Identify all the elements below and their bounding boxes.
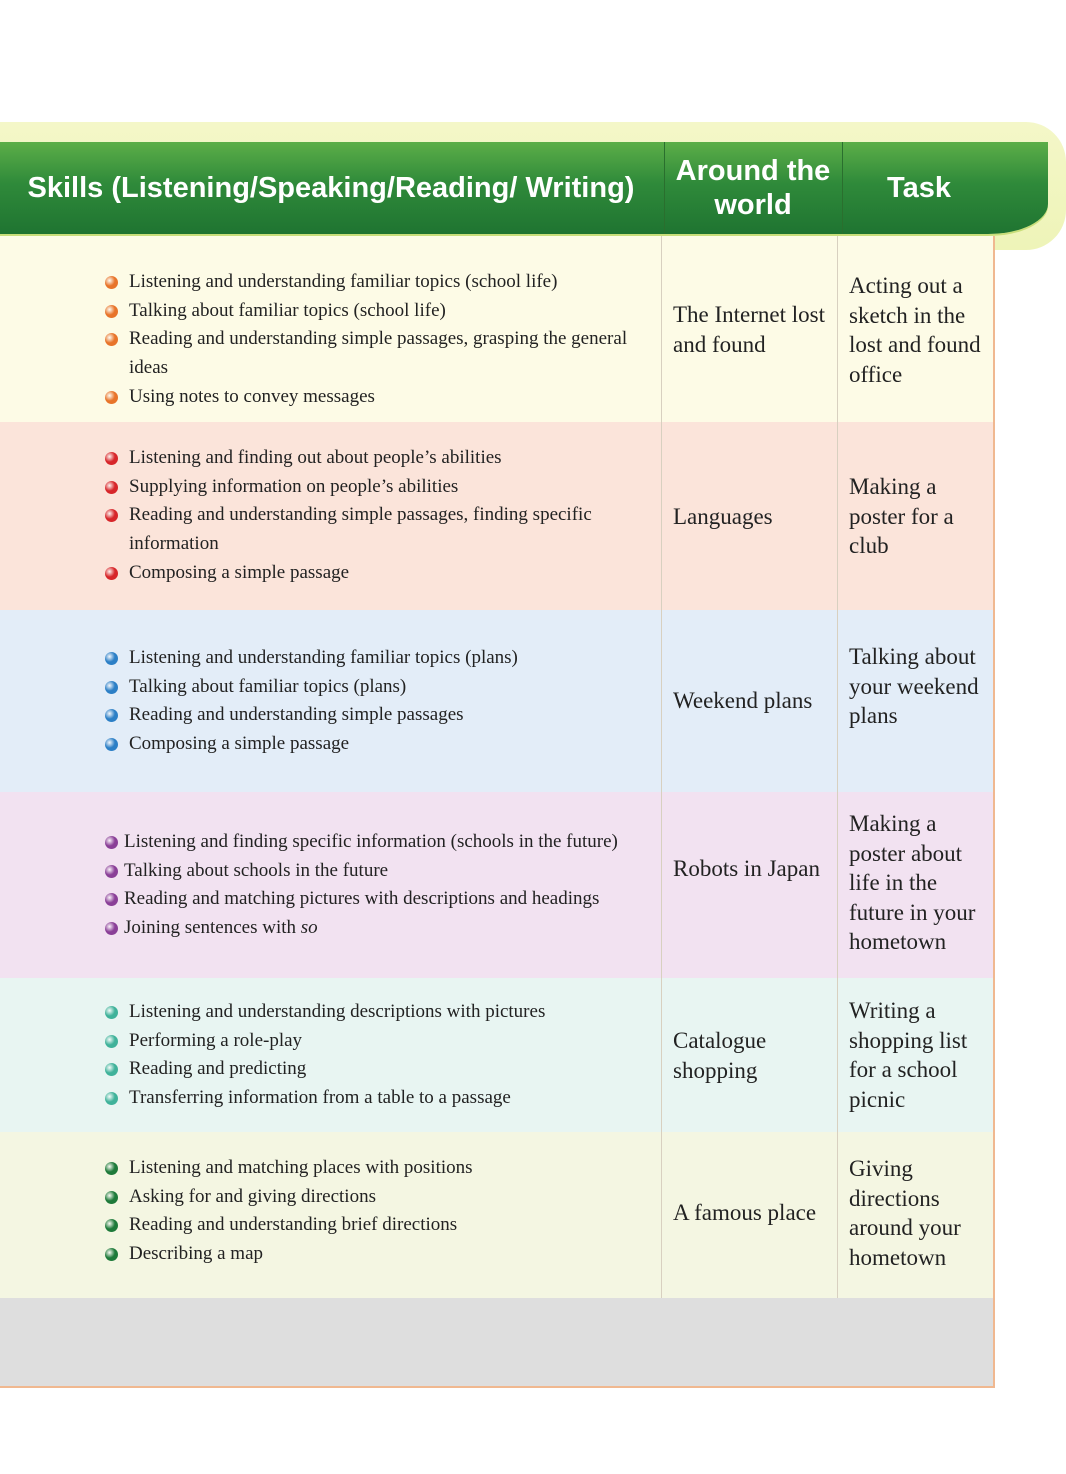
- table-row: [0, 792, 993, 978]
- list-item: Composing a simple passage: [104, 559, 653, 588]
- header-around-the-world: Around the world: [664, 142, 841, 234]
- task-text: Talking about your weekend plans: [849, 644, 979, 728]
- header-task: Task: [842, 142, 995, 234]
- list-item: Reading and understanding brief directions: [104, 1211, 653, 1240]
- bullet-icon: [105, 709, 118, 722]
- bullet-icon: [105, 893, 118, 906]
- task-text: Making a poster about life in the future in your hometown: [849, 811, 976, 954]
- list-item: Joining sentences with so: [104, 914, 653, 943]
- bullet-icon: [105, 452, 118, 465]
- bullet-icon: [105, 1092, 118, 1105]
- bullet-icon: [105, 922, 118, 935]
- around-the-world-cell: [662, 422, 838, 610]
- bullet-icon: [105, 481, 118, 494]
- task-cell: [838, 978, 993, 1132]
- list-item: Listening and matching places with positions: [104, 1154, 653, 1183]
- table-row: [0, 1132, 993, 1298]
- task-text: Acting out a sketch in the lost and found office: [849, 273, 981, 387]
- skills-cell: [0, 610, 662, 792]
- task-text: Making a poster for a club: [849, 474, 954, 558]
- table-row: [0, 610, 993, 792]
- bullet-icon: [105, 1035, 118, 1048]
- task-cell: [838, 236, 993, 422]
- list-item: Reading and matching pictures with descriptions and headings: [104, 885, 653, 914]
- bullet-icon: [105, 1219, 118, 1232]
- list-item: Supplying information on people’s abilities: [104, 473, 653, 502]
- bullet-icon: [105, 1191, 118, 1204]
- bullet-icon: [105, 391, 118, 404]
- table-row: [0, 236, 993, 422]
- bullet-icon: [105, 276, 118, 289]
- list-item: Using notes to convey messages: [104, 383, 653, 412]
- bullet-icon: [105, 681, 118, 694]
- around-the-world-text: Catalogue shopping: [673, 1028, 767, 1083]
- header-skills: Skills (Listening/Speaking/Reading/ Writing): [27, 172, 635, 204]
- list-item: Composing a simple passage: [104, 730, 653, 759]
- bullet-icon: [105, 305, 118, 318]
- task-text: Giving directions around your hometown: [849, 1156, 961, 1270]
- around-the-world-text: Weekend plans: [673, 688, 813, 713]
- bullet-icon: [105, 738, 118, 751]
- skills-cell: [0, 792, 662, 978]
- list-item: Asking for and giving directions: [104, 1183, 653, 1212]
- task-cell: [838, 610, 993, 792]
- list-item: Reading and understanding simple passages, grasping the general ideas: [104, 325, 653, 382]
- bullet-icon: [105, 1006, 118, 1019]
- bullet-icon: [105, 567, 118, 580]
- list-item: Listening and finding specific information (schools in the future): [104, 828, 653, 857]
- list-item: Describing a map: [104, 1240, 653, 1269]
- syllabus-table: [0, 236, 995, 1388]
- list-item: Transferring information from a table to a passage: [104, 1084, 653, 1113]
- list-item: Talking about familiar topics (school life): [104, 297, 653, 326]
- list-item: Talking about schools in the future: [104, 857, 653, 886]
- skills-cell: [0, 1132, 662, 1298]
- bullet-icon: [105, 836, 118, 849]
- bullet-icon: [105, 333, 118, 346]
- table-header: [0, 142, 1048, 234]
- bullet-icon: [105, 865, 118, 878]
- list-item: Reading and predicting: [104, 1055, 653, 1084]
- list-item: Reading and understanding simple passages, finding specific information: [104, 501, 653, 558]
- around-the-world-cell: [662, 1132, 838, 1298]
- bullet-icon: [105, 509, 118, 522]
- around-the-world-text: Robots in Japan: [673, 856, 820, 881]
- around-the-world-text: A famous place: [673, 1200, 817, 1225]
- skills-cell: [0, 236, 662, 422]
- around-the-world-cell: [662, 978, 838, 1132]
- list-item: Performing a role-play: [104, 1027, 653, 1056]
- task-cell: [838, 422, 993, 610]
- around-the-world-text: Languages: [673, 504, 773, 529]
- bullet-icon: [105, 1063, 118, 1076]
- bullet-icon: [105, 652, 118, 665]
- skills-cell: [0, 978, 662, 1132]
- table-row: [0, 978, 993, 1132]
- around-the-world-cell: [662, 236, 838, 422]
- table-row: [0, 422, 993, 610]
- list-item: Listening and understanding familiar topics (school life): [104, 268, 653, 297]
- bullet-icon: [105, 1248, 118, 1261]
- task-cell: [838, 792, 993, 978]
- around-the-world-text: The Internet lost and found: [673, 302, 826, 357]
- around-the-world-cell: [662, 792, 838, 978]
- list-item: Talking about familiar topics (plans): [104, 673, 653, 702]
- list-item: Listening and understanding familiar topics (plans): [104, 644, 653, 673]
- bullet-icon: [105, 1162, 118, 1175]
- list-item: Reading and understanding simple passages: [104, 701, 653, 730]
- list-item: Listening and finding out about people’s abilities: [104, 444, 653, 473]
- list-item: Listening and understanding descriptions with pictures: [104, 998, 653, 1027]
- task-text: Writing a shopping list for a school picnic: [849, 998, 968, 1112]
- skills-cell: [0, 422, 662, 610]
- around-the-world-cell: [662, 610, 838, 792]
- task-cell: [838, 1132, 993, 1298]
